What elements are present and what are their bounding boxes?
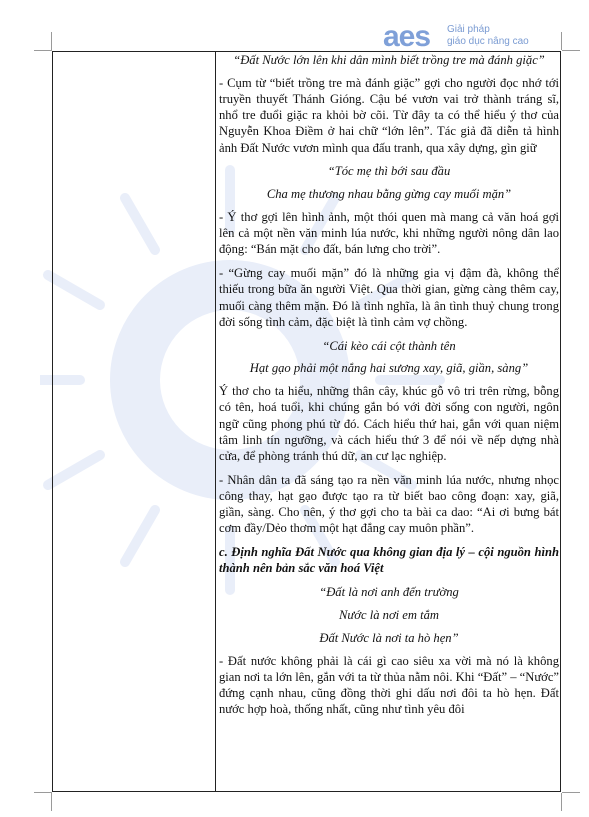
logo-tagline: [447, 24, 529, 48]
section-heading: c. Định nghĩa Đất Nước qua không gian địa lý – cội nguồn hình thành nên bản sắc văn hoá Việt: [219, 545, 559, 576]
verse-line: Cha mẹ thương nhau bằng gừng cay muối mặn”: [266, 187, 512, 202]
verse-line: “Tóc mẹ thì bới sau đầu: [327, 164, 451, 179]
crop-mark-bottom-right-h: [562, 792, 580, 793]
crop-mark-top-left-v: [51, 32, 52, 50]
paragraph: - Đất nước không phải là cái gì cao siêu xa vời mà nó là không gian nơi ta lớn lên, gắn với ta từ thủa nằm nôi. Khi “Đất” – “Nước” đứng cạnh nhau, cũng đồng thời ghi dấu nơi đôi ta hò hẹn. Đất nước hợp hoà, thống nhất, cũng như tình yêu đôi: [219, 653, 559, 717]
logo-tagline-line-2: giáo dục nâng cao: [447, 36, 529, 47]
brand-logo: [383, 22, 568, 54]
paragraph: - “Gừng cay muối mặn” đó là những gia vị đậm đà, không thể thiếu trong bữa ăn người Việt. Qua thời gian, gừng càng thêm cay, muối càng thêm mặn. Đó là tình nghĩa, là ân tình thuỷ chung trong đời sống tình cảm, đặc biệt là tình cảm vợ chồng.: [219, 266, 559, 329]
content-column: [219, 51, 559, 791]
crop-mark-bottom-left-v: [51, 793, 52, 811]
paragraph: - Cụm từ “biết trồng tre mà đánh giặc” gợi cho người đọc nhớ tới truyền thuyết Thánh Gióng. Cậu bé vươn vai trở thành tráng sĩ, nhổ tre đuổi giặc ra khỏi bờ cõi. Từ đây ta có thể hiểu ý thơ của Nguyễn Khoa Điềm ở hai chữ “lớn lên”. Tác giả đã diễn tả hình ảnh Đất Nước vươn mình qua đấu tranh, qua xây dựng, gìn giữ: [219, 75, 559, 155]
verse-line: “Đất Nước lớn lên khi dân mình biết trồng tre mà đánh giặc”: [233, 53, 545, 67]
paragraph: - Nhân dân ta đã sáng tạo ra nền văn minh lúa nước, nhưng nhọc công thay, hạt gạo được tạo ra từ biết bao công đoạn: xay, giã, giần, sàng. Cho nên, ý thơ gợi cho ta bài ca dao: “Ai ơi bưng bát cơm đầy/Dẻo thơm một hạt đắng cay muôn phần”.: [219, 472, 559, 536]
crop-mark-top-left-h: [34, 50, 52, 51]
logo-tagline-line-1: Giải pháp: [447, 24, 490, 35]
column-divider: [215, 52, 216, 791]
verse-line: “Cái kèo cái cột thành tên: [322, 338, 456, 353]
logo-mark: aes: [383, 20, 431, 53]
verse-line: “Đất là nơi anh đến trường: [319, 585, 459, 600]
paragraph: Ý thơ cho ta hiểu, những thân cây, khúc gỗ vô tri trên rừng, bỗng có tên, hoá tuổi, khi chúng gắn bó với đời sống con người, ngôn ngữ cũng phong phú từ đó. Cách hiểu thứ hai, gắn với quan niệm tâm linh tín ngưỡng, và cách hiểu thứ 3 để nói về nếp dựng nhà cửa, để phòng tránh thú dữ, an cư lạc nghiệp.: [219, 384, 559, 464]
crop-mark-bottom-right-v: [561, 793, 562, 811]
verse-line: Đất Nước là nơi ta hò hẹn”: [319, 630, 459, 645]
verse-line: Nước là nơi em tắm: [338, 608, 440, 623]
crop-mark-bottom-left-h: [34, 792, 52, 793]
paragraph: - Ý thơ gợi lên hình ảnh, một thói quen mà mang cả văn hoá gợi lên cả một nền văn minh lúa nước, khi những người nông dân lao động: “Bán mặt cho đất, bán lưng cho trời”.: [219, 210, 559, 257]
verse-line: Hạt gạo phải một nắng hai sương xay, giã, giần, sàng”: [249, 361, 529, 376]
